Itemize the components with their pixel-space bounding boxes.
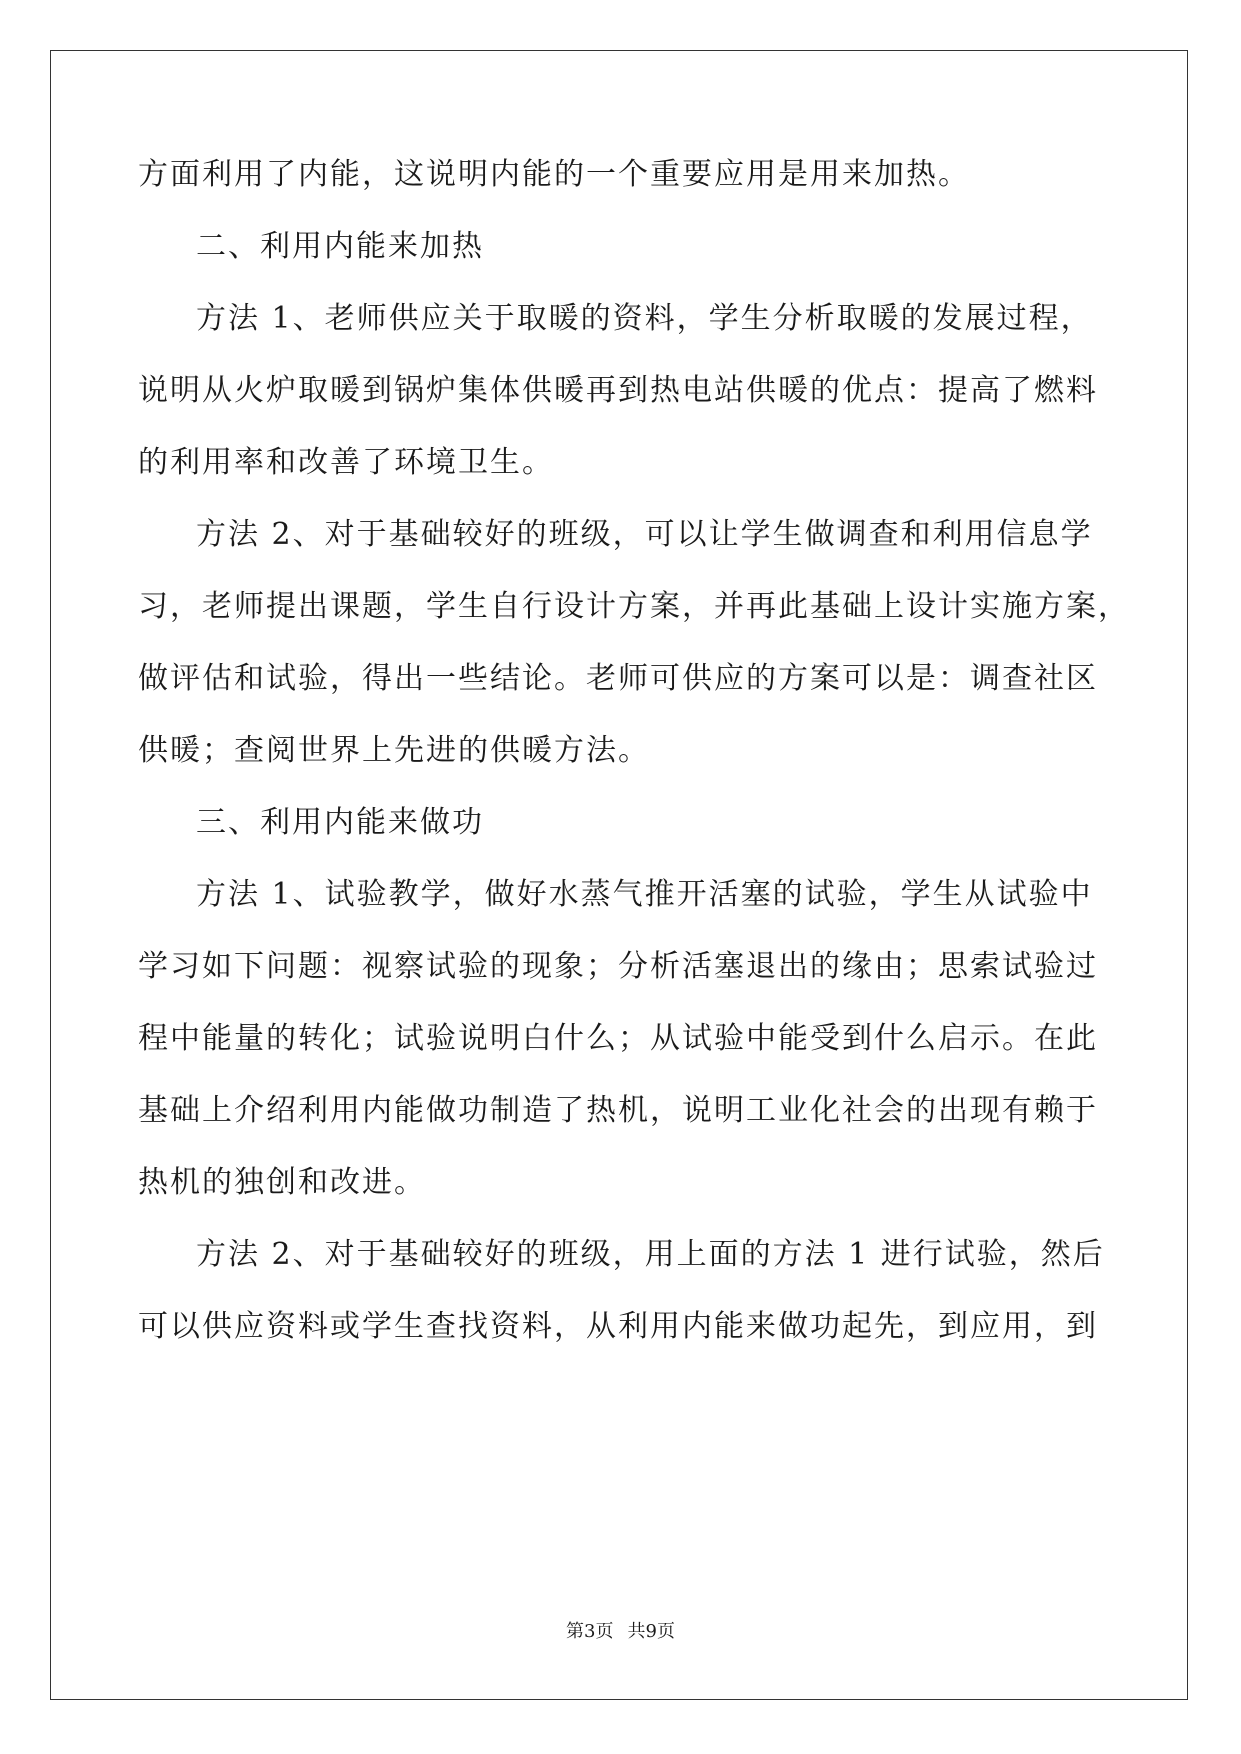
page-number-current: 第3页 (566, 1621, 614, 1642)
section-heading: 二、利用内能来加热 (196, 229, 484, 264)
paragraph-line: 方面利用了内能，这说明内能的一个重要应用是用来加热。 (138, 157, 970, 192)
paragraph-line: 学习如下问题：视察试验的现象；分析活塞退出的缘由；思索试验过 (138, 949, 1098, 984)
paragraph-line: 方法 1、试验教学，做好水蒸气推开活塞的试验，学生从试验中 (196, 877, 1093, 912)
paragraph-line: 基础上介绍利用内能做功制造了热机，说明工业化社会的出现有赖于 (138, 1093, 1098, 1128)
paragraph-line: 习，老师提出课题，学生自行设计方案，并再此基础上设计实施方案， (138, 589, 1130, 624)
paragraph-line: 说明从火炉取暖到锅炉集体供暖再到热电站供暖的优点：提高了燃料 (138, 373, 1098, 408)
paragraph-line: 可以供应资料或学生查找资料，从利用内能来做功起先，到应用，到 (138, 1309, 1098, 1344)
paragraph-line: 热机的独创和改进。 (138, 1165, 426, 1200)
page-footer (0, 1620, 1241, 1644)
paragraph-line: 的利用率和改善了环境卫生。 (138, 445, 554, 480)
paragraph-line: 做评估和试验，得出一些结论。老师可供应的方案可以是：调查社区 (138, 661, 1098, 696)
paragraph-line: 供暖；查阅世界上先进的供暖方法。 (138, 733, 650, 768)
page-border (50, 50, 1188, 1700)
paragraph-line: 方法 2、对于基础较好的班级，可以让学生做调查和利用信息学 (196, 517, 1093, 552)
page-number-total: 共9页 (627, 1621, 675, 1642)
paragraph-line: 方法 2、对于基础较好的班级，用上面的方法 1 进行试验，然后 (196, 1237, 1105, 1272)
paragraph-line: 方法 1、老师供应关于取暖的资料，学生分析取暖的发展过程， (196, 301, 1093, 336)
section-heading: 三、利用内能来做功 (196, 805, 484, 840)
paragraph-line: 程中能量的转化；试验说明白什么；从试验中能受到什么启示。在此 (138, 1021, 1098, 1056)
